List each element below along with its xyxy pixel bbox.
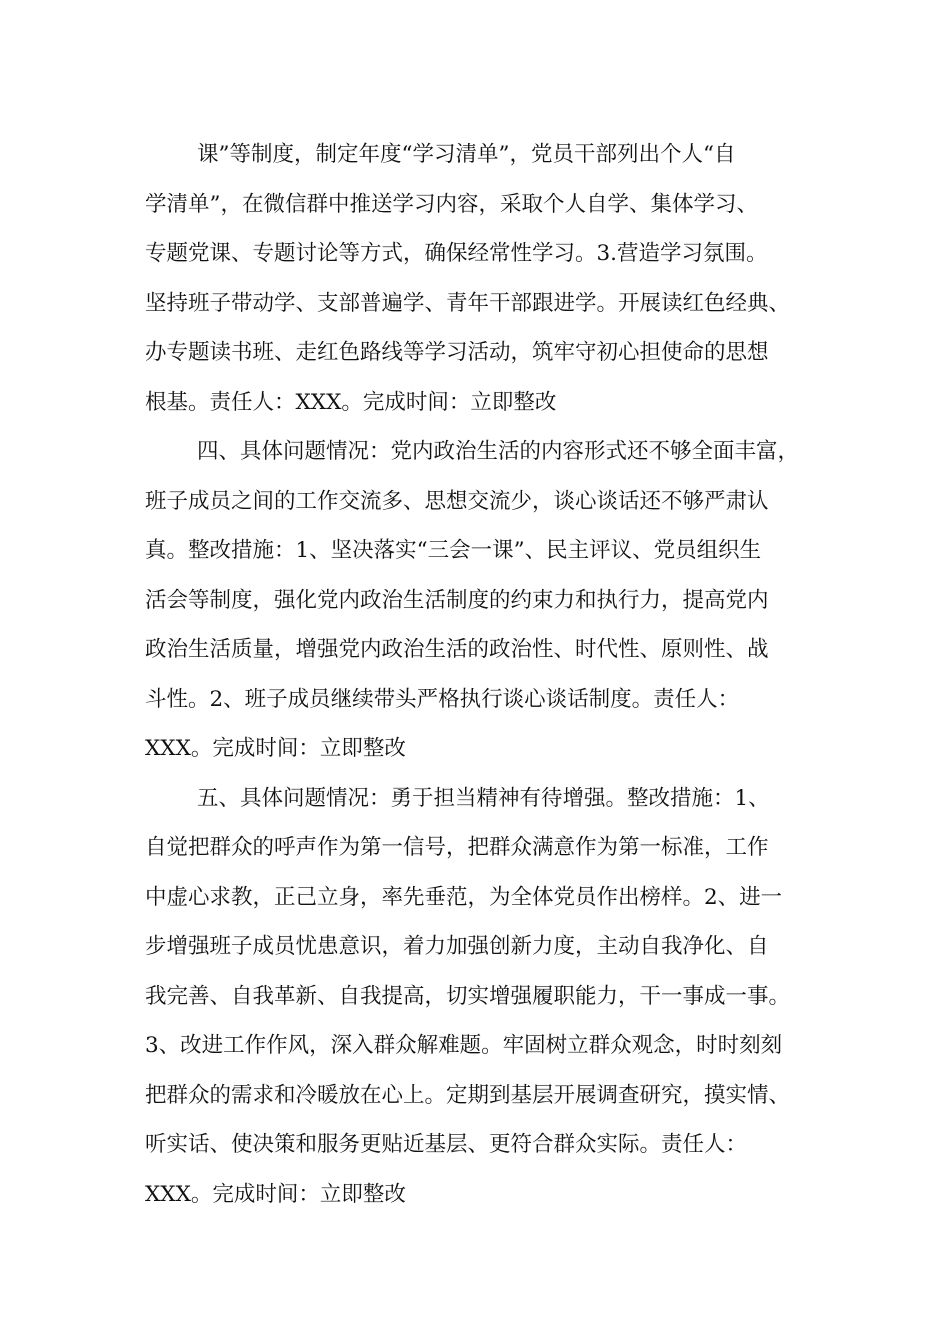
text-line: 学清单”，在微信群中推送学习内容，采取个人自学、集体学习、	[145, 191, 758, 217]
paragraph-section-five	[145, 774, 825, 1220]
text-line: 五、具体问题情况：勇于担当精神有待增强。整改措施：1、	[197, 785, 770, 811]
text-line: 活会等制度，强化党内政治生活制度的约束力和执行力，提高党内	[145, 587, 769, 613]
text-line: 3、改进工作作风，深入群众解难题。牢固树立群众观念，时时刻刻	[145, 1033, 783, 1058]
paragraph-section-four	[145, 427, 825, 774]
text-line: 把群众的需求和冷暖放在心上。定期到基层开展调查研究，摸实情、	[145, 1082, 791, 1108]
text-line: 中虚心求教，正己立身，率先垂范，为全体党员作出榜样。2、进一	[145, 884, 783, 910]
text-line: 班子成员之间的工作交流多、思想交流少，谈心谈话还不够严肃认	[145, 488, 769, 514]
text-line: 步增强班子成员忧患意识，着力加强创新力度，主动自我净化、自	[145, 934, 769, 959]
text-line: 四、具体问题情况：党内政治生活的内容形式还不够全面丰富，	[197, 439, 800, 464]
text-line: 真。整改措施：1、坚决落实“三会一课”、民主评议、党员组织生	[145, 538, 762, 563]
text-line: XXX。完成时间：立即整改	[145, 1181, 406, 1207]
paragraph-study-atmosphere	[145, 130, 825, 427]
text-line: 课”等制度，制定年度“学习清单”，党员干部列出个人“自	[197, 142, 736, 167]
text-line: XXX。完成时间：立即整改	[145, 736, 406, 761]
text-line: 自觉把群众的呼声作为第一信号，把群众满意作为第一标准，工作	[145, 835, 769, 860]
text-line: 斗性。2、班子成员继续带头严格执行谈心谈话制度。责任人：	[145, 686, 740, 712]
text-line: 听实话、使决策和服务更贴近基层、更符合群众实际。责任人：	[145, 1132, 748, 1157]
text-line: 根基。责任人：XXX。完成时间：立即整改	[145, 389, 557, 415]
text-line: 专题党课、专题讨论等方式，确保经常性学习。3.营造学习氛围。	[145, 241, 768, 266]
text-line: 坚持班子带动学、支部普遍学、青年干部跟进学。开展读红色经典、	[145, 290, 791, 316]
text-line: 我完善、自我革新、自我提高，切实增强履职能力，干一事成一事。	[145, 983, 791, 1009]
text-line: 办专题读书班、走红色路线等学习活动，筑牢守初心担使命的思想	[145, 340, 769, 365]
document-body	[145, 130, 825, 1219]
text-line: 政治生活质量，增强党内政治生活的政治性、时代性、原则性、战	[145, 637, 769, 662]
